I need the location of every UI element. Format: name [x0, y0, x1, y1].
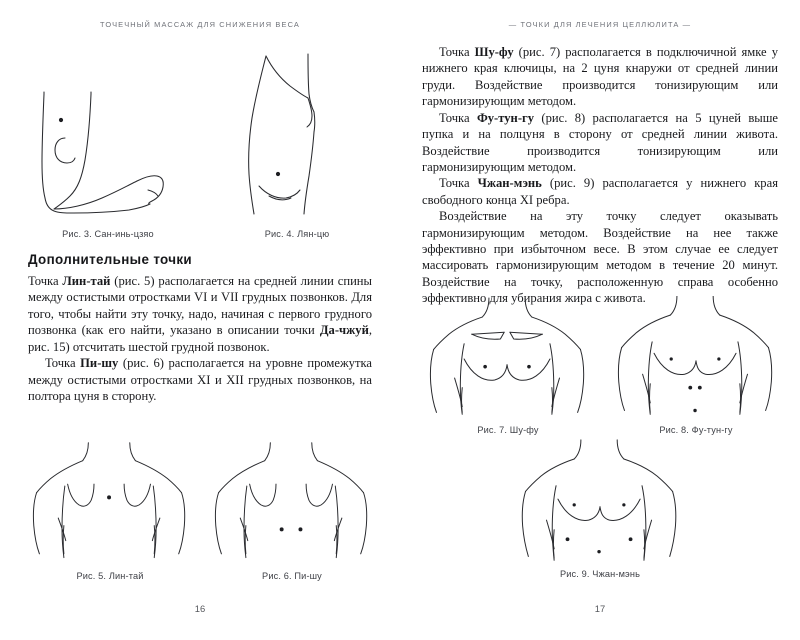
figure-4-drawing — [222, 46, 372, 226]
nipple-marker — [670, 357, 673, 360]
nipple-marker — [717, 357, 720, 360]
run-text: (рис. 9) располагается у нижнего края свободного конца XI ребра. — [422, 176, 778, 207]
figure-6-drawing — [212, 438, 372, 568]
acupoint-dot — [688, 386, 692, 390]
figure-4 — [222, 46, 372, 239]
paragraph-vozdeystvie: Воздействие на эту точку следует оказывать гармонизирующим методом. Воздействие на нее также эффективно при избыточном весе. В этом случае ее следует массировать гармонизирующим методом в течение 20 минут. Воздействие на точку, расположенную справа особенно эффективно для убирания жира с живота. — [422, 209, 778, 306]
acupoint-dot — [298, 527, 302, 531]
run-text: Точка — [439, 176, 478, 191]
acupoint-dot — [566, 537, 570, 541]
run-text: (рис. 6) располагается на уровне промежутка между остистыми отростками XI и XII грудных позвонков, на полтора цуня в сторону. — [28, 356, 372, 403]
left-text-block — [28, 252, 372, 404]
figure-3-drawing — [28, 46, 188, 226]
figure-7 — [426, 296, 590, 435]
acupoint-dot — [527, 365, 531, 369]
acupoint-dot — [698, 386, 702, 390]
right-bottom-figure-row — [400, 438, 800, 579]
navel-marker — [693, 409, 696, 412]
acupoint-dot — [107, 495, 111, 499]
right-folio: 17 — [594, 603, 606, 614]
run-text: Точка — [439, 110, 477, 125]
figure-5 — [30, 438, 190, 581]
left-top-figure-row — [28, 46, 372, 239]
right-running-head: — ТОЧКИ ДЛЯ ЛЕЧЕНИЯ ЦЕЛЛЮЛИТА — — [508, 20, 692, 29]
paragraph-pi-shu — [28, 355, 372, 404]
figure-6 — [212, 438, 372, 581]
run-text: (рис. 8) располагается на 5 цуней выше пупка и на полцуня в сторону от средней линии живота. Воздействие производится тонизирующим или гармонизирующим методом. — [422, 110, 779, 174]
left-running-head: ТОЧЕЧНЫЙ МАССАЖ ДЛЯ СНИЖЕНИЯ ВЕСА — [100, 20, 300, 29]
figure-9 — [514, 438, 686, 579]
figure-9-caption: Рис. 9. Чжан-мэнь — [559, 569, 641, 579]
right-page — [400, 0, 800, 640]
figure-3-caption: Рис. 3. Сан-инь-цзяо — [62, 229, 154, 239]
figure-9-drawing — [516, 438, 684, 566]
term-fu-tun-gu: Фу-тун-гу — [476, 110, 535, 125]
figure-7-drawing — [426, 296, 590, 422]
run-text: (рис. 5) располагается на средней линии спины между остистыми отростками VI и VII грудных позвонков. Для того, чтобы найти эту точку, надо, начиная с первого грудного позвонка (как его найти, указано в описании точки — [28, 274, 373, 338]
acupoint-dot — [280, 527, 284, 531]
run-text: (рис. 7) располагается в подключичной ямке у нижнего края ключицы, на 2 цуня кнаружи от средней линии груди. Воздействие производится тонизирующим или гармонизирующим методом. — [422, 45, 778, 109]
figure-3 — [28, 46, 188, 239]
figure-6-caption: Рис. 6. Пи-шу — [262, 571, 322, 581]
nipple-marker — [573, 503, 576, 506]
run-text: Точка — [45, 356, 81, 371]
term-chzhan-men: Чжан-мэнь — [477, 176, 542, 191]
figure-5-drawing — [30, 438, 190, 568]
figure-4-caption: Рис. 4. Лян-цю — [264, 229, 330, 239]
acupoint-dot — [483, 365, 487, 369]
term-ling-tai: Лин-тай — [62, 274, 111, 288]
figure-8-drawing — [614, 296, 778, 422]
paragraph-shu-fu — [422, 44, 778, 110]
figure-8 — [614, 296, 778, 435]
nipple-marker — [622, 503, 625, 506]
left-bottom-figure-row — [30, 438, 372, 581]
paragraph-ling-tai — [28, 273, 372, 355]
run-text: Точка — [28, 274, 63, 288]
paragraph-fu-tun-gu — [422, 110, 778, 176]
right-text-block — [422, 44, 778, 307]
figure-8-caption: Рис. 8. Фу-тун-гу — [659, 425, 733, 435]
acupoint-dot — [629, 537, 633, 541]
term-da-chzhuy: Да-чжуй — [319, 323, 369, 338]
right-middle-figure-row — [426, 296, 778, 435]
section-title: Дополнительные точки — [28, 252, 193, 267]
navel-marker — [597, 550, 600, 553]
acupoint-dot — [276, 172, 280, 176]
acupoint-dot — [59, 118, 63, 122]
left-folio: 16 — [194, 603, 206, 614]
paragraph-chzhan-men — [422, 175, 778, 208]
figure-5-caption: Рис. 5. Лин-тай — [76, 571, 144, 581]
figure-7-caption: Рис. 7. Шу-фу — [477, 425, 539, 435]
term-shu-fu: Шу-фу — [474, 45, 514, 59]
term-pi-shu: Пи-шу — [80, 356, 119, 371]
run-text: Точка — [439, 45, 475, 59]
run-text: , рис. 15) отсчитать шестой грудной позвонок. — [28, 323, 372, 354]
